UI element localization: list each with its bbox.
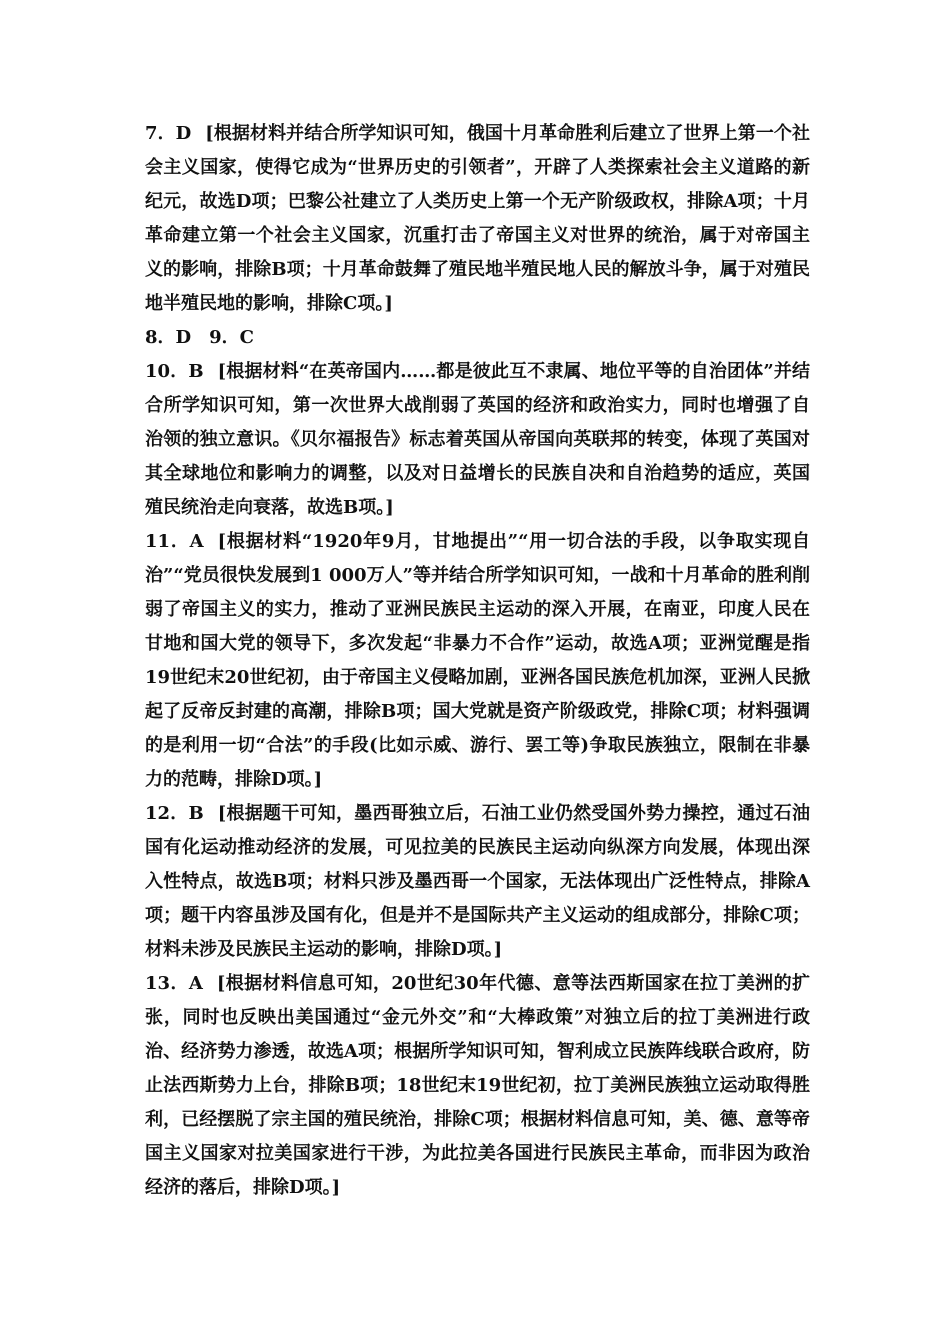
answer-number: 11．A [145, 531, 204, 552]
answer-item-11 [145, 525, 810, 797]
answer-explanation: [根据材料信息可知，20世纪30年代德、意等法西斯国家在拉丁美洲的扩张，同时也反映出美国通过“金元外交”和“大棒政策”对独立后的拉丁美洲进行政治、经济势力渗透，故选A项；根据所学知识可知，智利成立民族阵线联合政府，防止法西斯势力上台，排除B项；18世纪末19世纪初，拉丁美洲民族独立运动取得胜利，已经摆脱了宗主国的殖民统治，排除C项；根据材料信息可知，美、德、意等帝国主义国家对拉美国家进行干涉，为此拉美各国进行民族民主革命，而非因为政治经济的落后，排除D项。] [145, 973, 810, 1198]
answer-number: 10．B [145, 361, 204, 382]
answer-explanation: [根据材料“1920年9月，甘地提出”“用一切合法的手段，以争取实现自治”“党员很快发展到1 000万人”等并结合所学知识可知，一战和十月革命的胜利削弱了帝国主义的实力，推动了亚洲民族民主运动的深入开展，在南亚，印度人民在甘地和国大党的领导下，多次发起“非暴力不合作”运动，故选A项；亚洲觉醒是指19世纪末20世纪初，由于帝国主义侵略加剧，亚洲各国民族危机加深，亚洲人民掀起了反帝反封建的高潮，排除B项；国大党就是资产阶级政党，排除C项；材料强调的是利用一切“合法”的手段(比如示威、游行、罢工等)争取民族独立，限制在非暴力的范畴，排除D项。] [145, 531, 811, 790]
answer-explanation: [根据题干可知，墨西哥独立后，石油工业仍然受国外势力操控，通过石油国有化运动推动经济的发展，可见拉美的民族民主运动向纵深方向发展，体现出深入性特点，故选B项；材料只涉及墨西哥一个国家，无法体现出广泛性特点，排除A项；题干内容虽涉及国有化，但是并不是国际共产主义运动的组成部分，排除C项；材料未涉及民族民主运动的影响，排除D项。] [145, 803, 810, 960]
answer-explanation: [根据材料“在英帝国内……都是彼此互不隶属、地位平等的自治团体”并结合所学知识可知，第一次世界大战削弱了英国的经济和政治实力，同时也增强了自治领的独立意识。《贝尔福报告》标志着英国从帝国向英联邦的转变，体现了英国对其全球地位和影响力的调整，以及对日益增长的民族自决和自治趋势的适应，英国殖民统治走向衰落，故选B项。] [145, 361, 810, 518]
answer-item-7 [145, 117, 810, 321]
answer-number: 7．D [145, 123, 192, 144]
answer-number: 12．B [145, 803, 204, 824]
answer-explanation: [根据材料并结合所学知识可知，俄国十月革命胜利后建立了世界上第一个社会主义国家，使得它成为“世界历史的引领者”，开辟了人类探索社会主义道路的新纪元，故选D项；巴黎公社建立了人类历史上第一个无产阶级政权，排除A项；十月革命建立第一个社会主义国家，沉重打击了帝国主义对世界的统治，属于对帝国主义的影响，排除B项；十月革命鼓舞了殖民地半殖民地人民的解放斗争，属于对殖民地半殖民地的影响，排除C项。] [145, 123, 811, 314]
answer-number: 13．A [145, 973, 203, 994]
answer-item-12 [145, 797, 810, 967]
answer-item-13 [145, 967, 810, 1205]
answer-item-8-9 [145, 321, 810, 355]
answer-explanations [145, 117, 810, 1205]
answer-number: 8．D 9．C [145, 327, 254, 348]
answer-item-10 [145, 355, 810, 525]
